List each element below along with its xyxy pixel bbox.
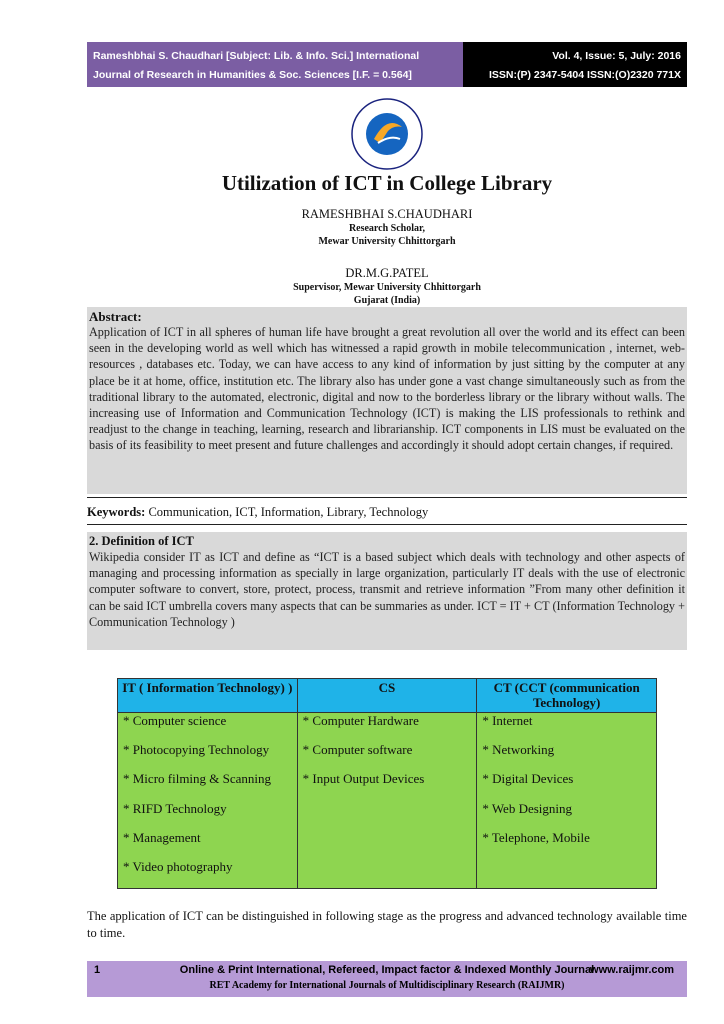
table-cell: * Digital Devices [482,771,574,787]
keywords-label: Keywords: [87,505,146,519]
author-name: DR.M.G.PATEL [345,266,429,280]
article-title: Utilization of ICT in College Library [221,171,553,195]
table-cell: * Networking [482,742,555,758]
author-block-2 [87,265,687,307]
table-column-it [118,713,298,889]
footer-journal-desc: Online & Print International, Refereed, Impact factor & Indexed Monthly Journal [179,964,595,976]
table-cell: * Photocopying Technology [123,742,270,758]
section-body: Wikipedia consider IT as ICT and define as “ICT is a based subject which deals with technology and other aspects of managing and processing information as specially in large organization, particularly IT deals with the use of electronic computer software to convert, store, protect, process, transmit and retrieve information ”From many other definition it can be said ICT umbrella covers many aspects that can be summaries as under. ICT = IT + CT (Information Technology + Communication Technology ) [89,550,685,629]
author-block-1 [87,206,687,248]
abstract-heading: Abstract: [89,309,142,324]
journal-header [87,42,687,87]
table-cell: * Computer science [123,713,227,728]
keywords-line [87,504,687,520]
abstract-body: Application of ICT in all spheres of human life have brought a great revolution all over the world and its effect can been seen in the developing world as well which has witnessed a rapid growth in mobile telecommunication , internet, web-resources , databases etc. Today, we can have access to any kind of information by just sitting by the computer at any place be it at home, office, institution etc. The library also has under gone a vast change simultaneously such as from the traditional library to the automated, electronic, digital and now to the borderless library or the library without walls. The increasing use of Information and Communication Technology (ICT) is making the LIS professionals to rethink and readjust to the change in teaching, learning, research and librarianship. ICT components in LIS must be evaluated on the basis of its feasibility to meet present and future challenges and accordingly it should adopt certain changes, if required. [89,325,685,453]
footer-publisher: RET Academy for International Journals of Multidisciplinary Research (RAIJMR) [209,980,565,991]
keywords-list: Communication, ICT, Information, Library, Technology [145,505,429,519]
table-cell: * Input Output Devices [302,771,425,787]
table-cell: * RIFD Technology [123,800,227,816]
abstract-section [87,307,687,494]
author-affiliation: Gujarat (India) [353,295,421,306]
author-name: RAMESHBHAI S.CHAUDHARI [301,207,473,221]
table-column-ct [477,713,657,889]
table-cell: * Web Designing [482,800,573,816]
header-author-line: Rameshbhai S. Chaudhari [Subject: Lib. & Info. Sci.] International [93,50,420,62]
table-column-cs [297,713,477,889]
table-cell: * Management [123,829,201,845]
ict-components-table [117,678,657,889]
header-left-panel [87,42,463,87]
header-volume: Vol. 4, Issue: 5, July: 2016 [552,50,681,62]
section-heading: 2. Definition of ICT [89,534,194,548]
closing-paragraph: The application of ICT can be distinguished in following stage as the progress and advanced technology available time to time. [87,909,687,940]
footer-top-line [87,961,687,979]
author-affiliation: Mewar University Chhittorgarh [318,236,456,247]
table-header-it: IT ( Information Technology) ) [118,679,298,713]
table-cell: * Internet [482,713,533,728]
raijmr-logo [350,97,424,171]
table-cell: * Micro filming & Scanning [123,771,272,787]
table-cell: * Computer software [302,742,413,758]
table-cell: * Telephone, Mobile [482,829,590,845]
header-issn: ISSN:(P) 2347-5404 ISSN:(O)2320 771X [488,69,681,81]
divider [87,524,687,525]
table-header-ct: CT (CCT (communication Technology) [477,679,657,713]
table-cell: * Video photography [123,858,233,874]
header-right-panel [463,42,687,87]
definition-section [87,532,687,650]
author-role: Supervisor, Mewar University Chhittorgarh [293,282,481,293]
footer-website-link[interactable]: www.raijmr.com [590,964,674,976]
header-journal-line: Journal of Research in Humanities & Soc. Sciences [I.F. = 0.564] [93,69,412,81]
divider [87,497,687,498]
table-header-cs: CS [297,679,477,713]
page-number: 1 [94,964,101,976]
journal-footer [87,961,687,997]
author-role: Research Scholar, [348,223,426,234]
table-cell: * Computer Hardware [302,713,419,728]
